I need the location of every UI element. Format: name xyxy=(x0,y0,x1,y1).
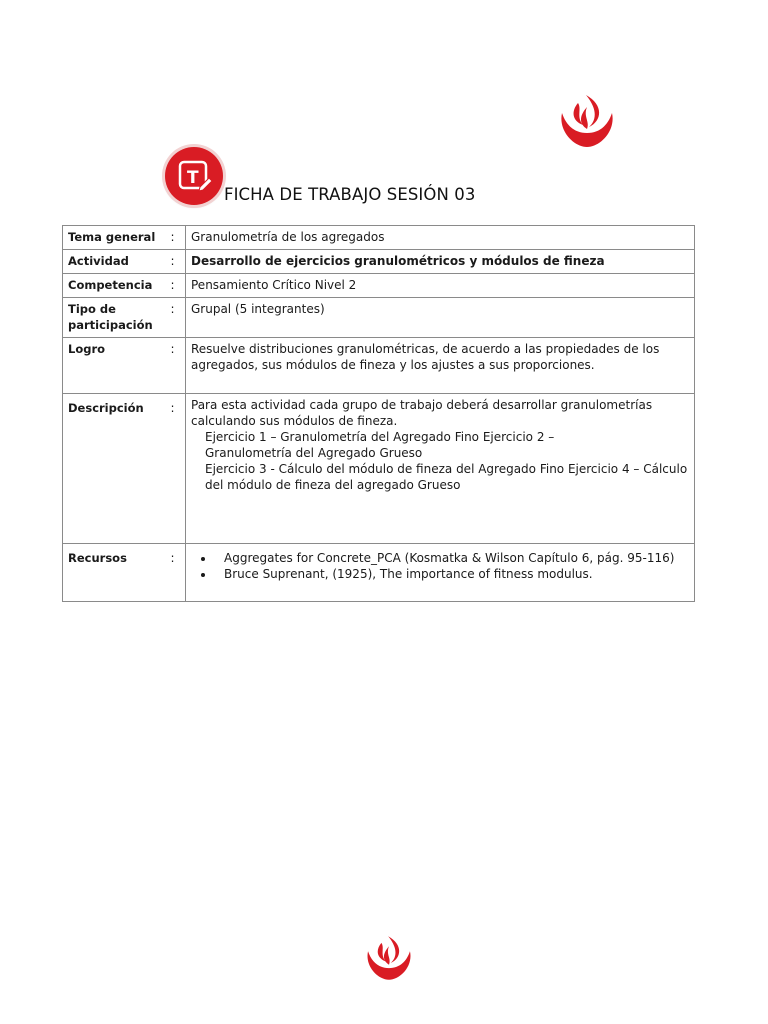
table-row-tipo xyxy=(63,298,695,338)
competencia-value: Pensamiento Crítico Nivel 2 xyxy=(186,274,695,298)
tema-label: Tema general xyxy=(63,226,171,250)
recursos-label: Recursos xyxy=(63,544,171,602)
actividad-colon: : xyxy=(171,250,186,274)
logro-colon: : xyxy=(171,338,186,394)
upc-flame-logo-icon xyxy=(363,934,415,982)
table-row-competencia xyxy=(63,274,695,298)
tipo-label-line1: Tipo de xyxy=(68,302,116,316)
descripcion-label: Descripción xyxy=(63,394,171,544)
table-row-tema xyxy=(63,226,695,250)
descripcion-ejercicios-1a: Ejercicio 1 – Granulometría del Agregado Fino Ejercicio 2 – xyxy=(205,430,555,444)
table-row-logro xyxy=(63,338,695,394)
descripcion-intro: Para esta actividad cada grupo de trabajo deberá desarrollar granulometrías calculando sus módulos de fineza. xyxy=(191,398,653,428)
logro-value: Resuelve distribuciones granulométricas, de acuerdo a las propiedades de los agregados, sus módulos de fineza y los ajustes a sus proporciones. xyxy=(186,338,695,394)
list-item: • Bruce Suprenant, (1925), The importance of fitness modulus. xyxy=(215,566,690,582)
logro-label: Logro xyxy=(63,338,171,394)
table-row-actividad xyxy=(63,250,695,274)
task-t-badge-icon xyxy=(165,147,223,205)
work-sheet-table xyxy=(62,225,695,602)
tipo-label-line2: participación xyxy=(68,318,153,332)
upc-flame-logo-icon xyxy=(556,93,618,149)
competencia-label: Competencia xyxy=(63,274,171,298)
recursos-list xyxy=(191,550,690,582)
t-pencil-glyph-icon xyxy=(165,147,223,205)
descripcion-value xyxy=(186,394,695,544)
descripcion-ejercicios-1b: Granulometría del Agregado Grueso xyxy=(205,446,423,460)
descripcion-ejercicios-2: Ejercicio 3 - Cálculo del módulo de fineza del Agregado Fino Ejercicio 4 – Cálculo del módulo de fineza del agregado Grueso xyxy=(205,462,688,492)
tipo-label xyxy=(63,298,171,338)
tipo-colon: : xyxy=(171,298,186,338)
descripcion-colon: : xyxy=(171,394,186,544)
page-title: FICHA DE TRABAJO SESIÓN 03 xyxy=(224,185,476,204)
list-item: • Aggregates for Concrete_PCA (Kosmatka & Wilson Capítulo 6, pág. 95-116) xyxy=(215,550,690,566)
actividad-value: Desarrollo de ejercicios granulométricos y módulos de fineza xyxy=(186,250,695,274)
tema-value: Granulometría de los agregados xyxy=(186,226,695,250)
table-row-descripcion xyxy=(63,394,695,544)
competencia-colon: : xyxy=(171,274,186,298)
actividad-label: Actividad xyxy=(63,250,171,274)
tema-colon: : xyxy=(171,226,186,250)
svg-text:T: T xyxy=(187,168,199,188)
tipo-value: Grupal (5 integrantes) xyxy=(186,298,695,338)
recursos-value xyxy=(186,544,695,602)
table-row-recursos xyxy=(63,544,695,602)
recursos-colon: : xyxy=(171,544,186,602)
